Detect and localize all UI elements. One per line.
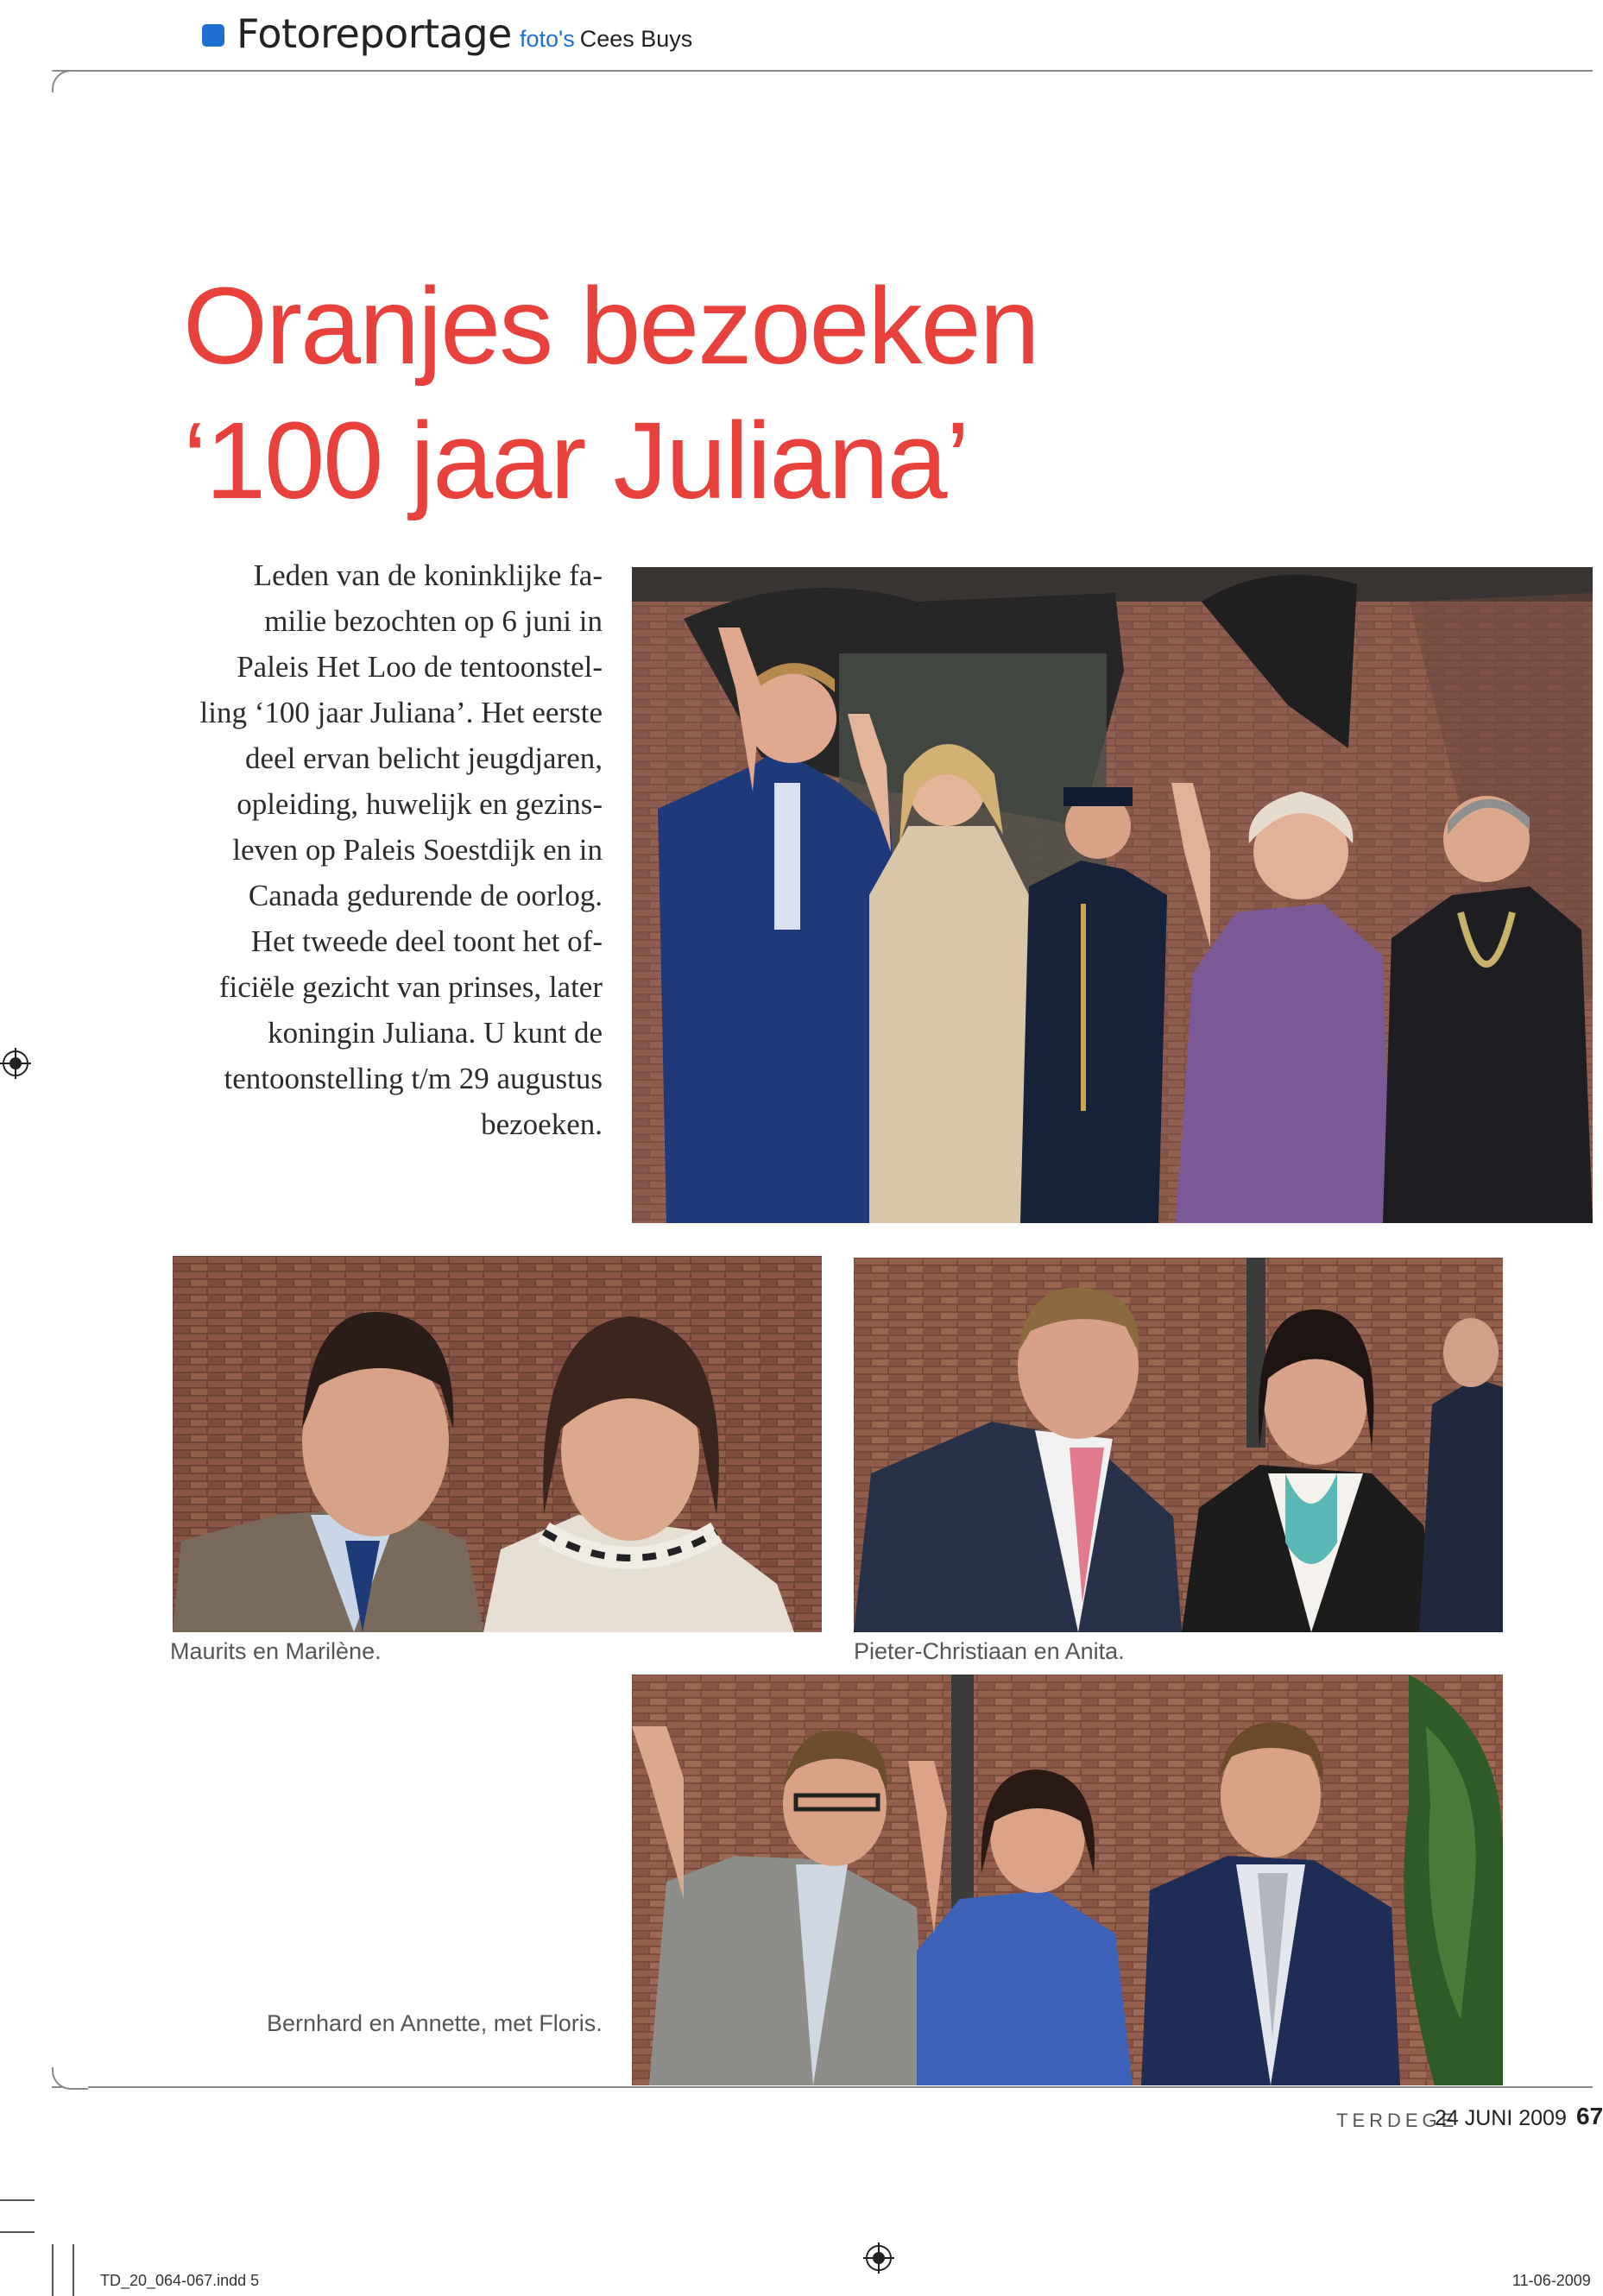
headline-line-2: ‘100 jaar Juliana’ [183,400,969,521]
intro-line: milie bezochten op 6 juni in [264,604,603,638]
article-headline [183,259,1038,528]
intro-line: Canada gedurende de oorlog. [248,879,603,912]
publication-date: 24 JUNI 2009 [1435,2106,1567,2130]
intro-line: Paleis Het Loo de tentoonstel- [237,650,603,684]
intro-line: deel ervan belicht jeugdjaren, [245,741,603,775]
print-date-slug: 11-06-2009 [1512,2272,1591,2289]
intro-line: koningin Juliana. U kunt de [268,1016,603,1050]
section-title: Fotoreportage [237,10,512,57]
photo-pieter-christiaan-anita-image [854,1258,1503,1632]
registration-mark-icon [0,1048,31,1079]
caption-maurits-marilene: Maurits en Marilène. [170,1638,382,1664]
photo-maurits-marilene-image [173,1256,822,1632]
page-number: 67 [1576,2103,1603,2129]
photo-bernhard-annette-floris [632,1675,1503,2085]
registration-mark-icon [863,2242,894,2274]
photo-pieter-christiaan-anita [854,1258,1503,1632]
photo-royal-family-image [632,567,1593,1223]
photo-maurits-marilene [173,1256,822,1632]
caption-pieter-christiaan-anita: Pieter-Christiaan en Anita. [854,1638,1125,1664]
intro-line: Het tweede deel toont het of- [250,924,603,958]
section-marker-icon [202,24,224,47]
intro-text [173,552,603,1147]
print-file-slug: TD_20_064-067.indd 5 [100,2272,260,2289]
headline-line-1: Oranjes bezoeken [183,265,1038,387]
crop-mark [0,2199,35,2201]
header-rule [52,70,1593,72]
intro-line: Leden van de koninklijke fa- [253,558,603,592]
intro-line: tentoonstelling t/m 29 augustus [224,1062,603,1095]
intro-line: opleiding, huwelijk en gezins- [237,787,603,821]
intro-line: ling ‘100 jaar Juliana’. Het eerste [199,696,603,729]
photo-royal-family [632,567,1593,1223]
photo-bernhard-annette-floris-image [632,1675,1503,2085]
photo-credit-label: foto's [520,26,575,52]
photo-credit-name: Cees Buys [579,26,693,52]
intro-line: bezoeken. [481,1107,603,1141]
crop-mark [73,2244,74,2296]
photo-credit [520,26,692,53]
caption-bernhard-annette-floris: Bernhard en Annette, met Floris. [267,2010,603,2036]
crop-mark [52,2244,54,2296]
crop-mark [0,2231,35,2233]
intro-line: leven op Paleis Soestdijk en in [232,833,603,867]
footer-rule [52,2086,1593,2088]
publication-name: TERDEGE [1336,2110,1459,2131]
header-rule-corner [52,70,88,92]
intro-line: ficiële gezicht van prinses, later [218,970,603,1004]
